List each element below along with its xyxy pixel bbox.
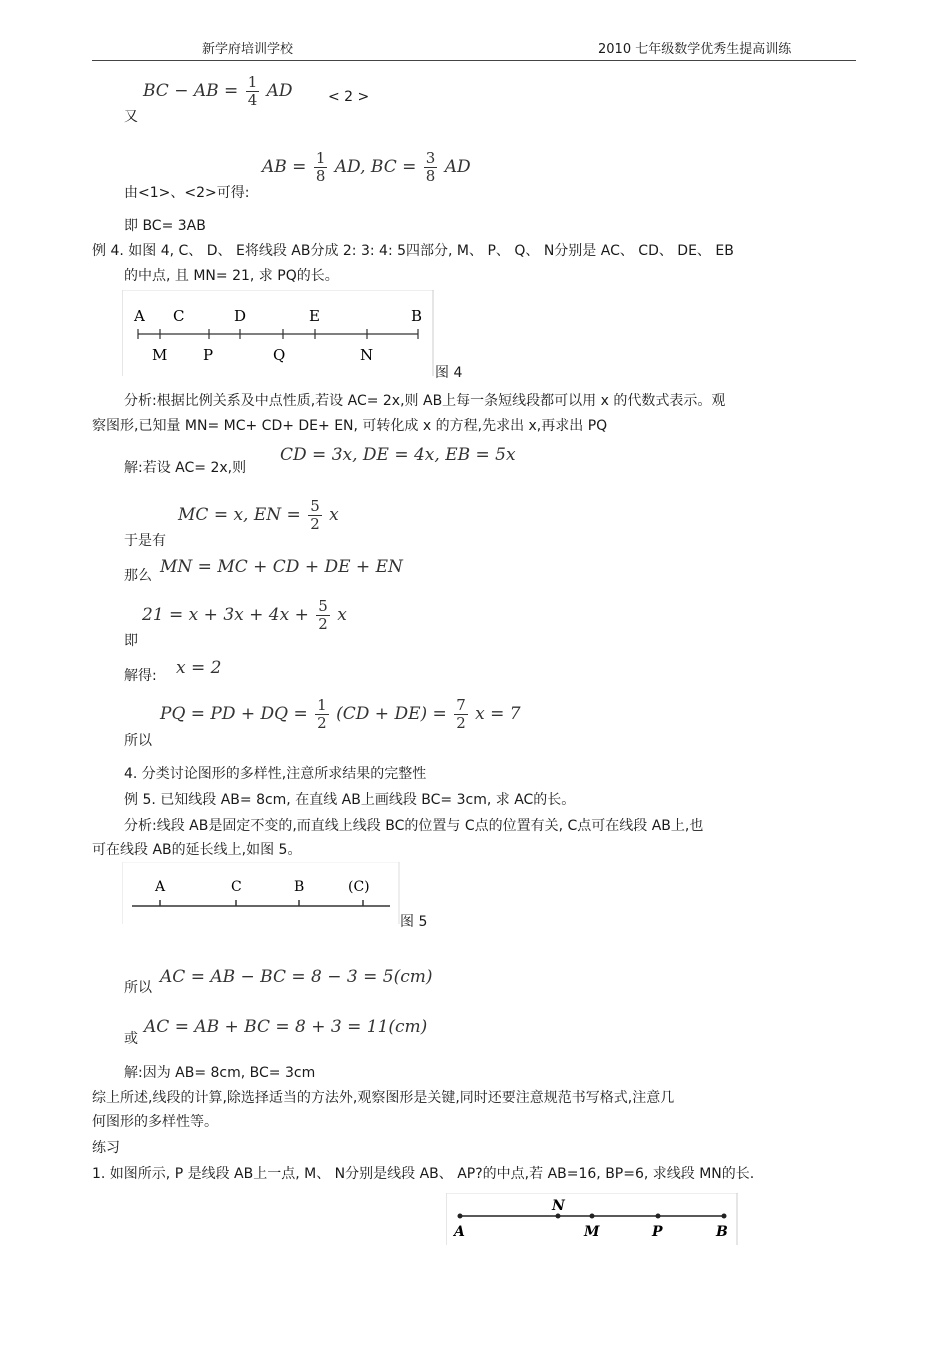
- text-you: 又: [124, 109, 138, 125]
- figure-4: [122, 290, 434, 376]
- figure-4-caption: 图 4: [435, 365, 463, 381]
- solution-intro: 解:若设 AC= 2x,则: [124, 460, 247, 476]
- text-ji: 即: [124, 633, 138, 649]
- text-from12: 由<1>、<2>可得:: [124, 185, 250, 201]
- practice-label-n: N: [552, 1198, 565, 1214]
- fig4-label-m: M: [152, 346, 168, 364]
- fig5-label-c: C: [231, 879, 242, 895]
- fig5-label-a: A: [155, 879, 166, 895]
- practice-heading: 练习: [92, 1140, 120, 1156]
- fig4-label-c: C: [173, 307, 185, 325]
- text-bc-3ab: 即 BC= 3AB: [124, 218, 206, 234]
- equation-x-2: x = 2: [176, 658, 222, 678]
- header-course: 2010 七年级数学优秀生提高训练: [598, 42, 792, 57]
- header-divider: [92, 60, 856, 61]
- practice-label-a: A: [454, 1224, 465, 1240]
- figure-practice: [446, 1193, 738, 1245]
- fig4-label-b: B: [411, 307, 423, 325]
- practice-label-m: M: [584, 1224, 600, 1240]
- summary-line2: 何图形的多样性等。: [92, 1114, 218, 1130]
- example4-line2: 的中点, 且 MN= 21, 求 PQ的长。: [124, 268, 339, 284]
- equation-ac-plus: AC = AB + BC = 8 + 3 = 11(cm): [144, 1017, 428, 1037]
- equation-tag-2: < 2 >: [328, 89, 370, 105]
- analysis-line2: 察图形,已知量 MN= MC+ CD+ DE+ EN, 可转化成 x 的方程,先求出 x,再求出 PQ: [92, 418, 608, 434]
- equation-ab-bc-result: AB = $\frac{1}{8}$ AD, BC = $\frac{3}{8}$ AD: [262, 149, 471, 185]
- analysis-line1: 分析:根据比例关系及中点性质,若设 AC= 2x,则 AB上每一条短线段都可以用 x 的代数式表示。观: [124, 393, 726, 409]
- example5-line: 例 5. 已知线段 AB= 8cm, 在直线 AB上画线段 BC= 3cm, 求 AC的长。: [124, 792, 576, 808]
- equation-mn-sum: MN = MC + CD + DE + EN: [160, 557, 403, 577]
- header-school: 新学府培训学校: [202, 42, 294, 57]
- fig4-label-e: E: [309, 307, 320, 325]
- practice-label-b: B: [716, 1224, 728, 1240]
- figure-5-caption: 图 5: [400, 914, 428, 930]
- practice-problem-1: 1. 如图所示, P 是线段 AB上一点, M、 N分别是线段 AB、 AP?的中点,若 AB=16, BP=6, 求线段 MN的长.: [92, 1166, 755, 1182]
- equation-pq: PQ = PD + DQ = $\frac{1}{2}$ (CD + DE) = $\frac{7}{2}$ x = 7: [160, 696, 521, 732]
- text-huo: 或: [124, 1031, 138, 1047]
- analysis5-line1: 分析:线段 AB是固定不变的,而直线上线段 BC的位置与 C点的位置有关, C点可在线段 AB上,也: [124, 818, 704, 834]
- equation-cd-de-eb: CD = 3x, DE = 4x, EB = 5x: [280, 445, 516, 465]
- text-suoyi: 所以: [124, 733, 152, 749]
- equation-bc-ab: BC − AB = $\frac{1}{4}$ AD: [143, 73, 293, 109]
- section-4-heading: 4. 分类讨论图形的多样性,注意所求结果的完整性: [124, 766, 427, 782]
- practice-label-p: P: [652, 1224, 663, 1240]
- text-suoyi-2: 所以: [124, 980, 152, 996]
- example4-line1: 例 4. 如图 4, C、 D、 E将线段 AB分成 2: 3: 4: 5四部分, M、 P、 Q、 N分别是 AC、 CD、 DE、 EB: [92, 243, 734, 259]
- equation-ac-minus: AC = AB − BC = 8 − 3 = 5(cm): [160, 967, 433, 987]
- text-name: 那么: [124, 568, 152, 584]
- text-jiede: 解得:: [124, 668, 157, 684]
- fig5-label-b: B: [294, 879, 305, 895]
- fig5-label-c-alt: (C): [348, 879, 370, 895]
- fig4-label-d: D: [234, 307, 247, 325]
- equation-21: 21 = x + 3x + 4x + $\frac{5}{2}$ x: [142, 597, 347, 633]
- fig4-label-a: A: [134, 307, 145, 325]
- fig4-label-p: P: [203, 346, 214, 364]
- equation-mc-en: MC = x, EN = $\frac{5}{2}$ x: [178, 497, 339, 533]
- text-yushi: 于是有: [124, 533, 166, 549]
- solution5: 解:因为 AB= 8cm, BC= 3cm: [124, 1065, 316, 1081]
- figure-5: [122, 862, 400, 924]
- summary-line1: 综上所述,线段的计算,除选择适当的方法外,观察图形是关键,同时还要注意规范书写格式,注意几: [92, 1090, 675, 1106]
- fig4-label-q: Q: [273, 346, 286, 364]
- fig4-label-n: N: [360, 346, 374, 364]
- analysis5-line2: 可在线段 AB的延长线上,如图 5。: [92, 842, 302, 858]
